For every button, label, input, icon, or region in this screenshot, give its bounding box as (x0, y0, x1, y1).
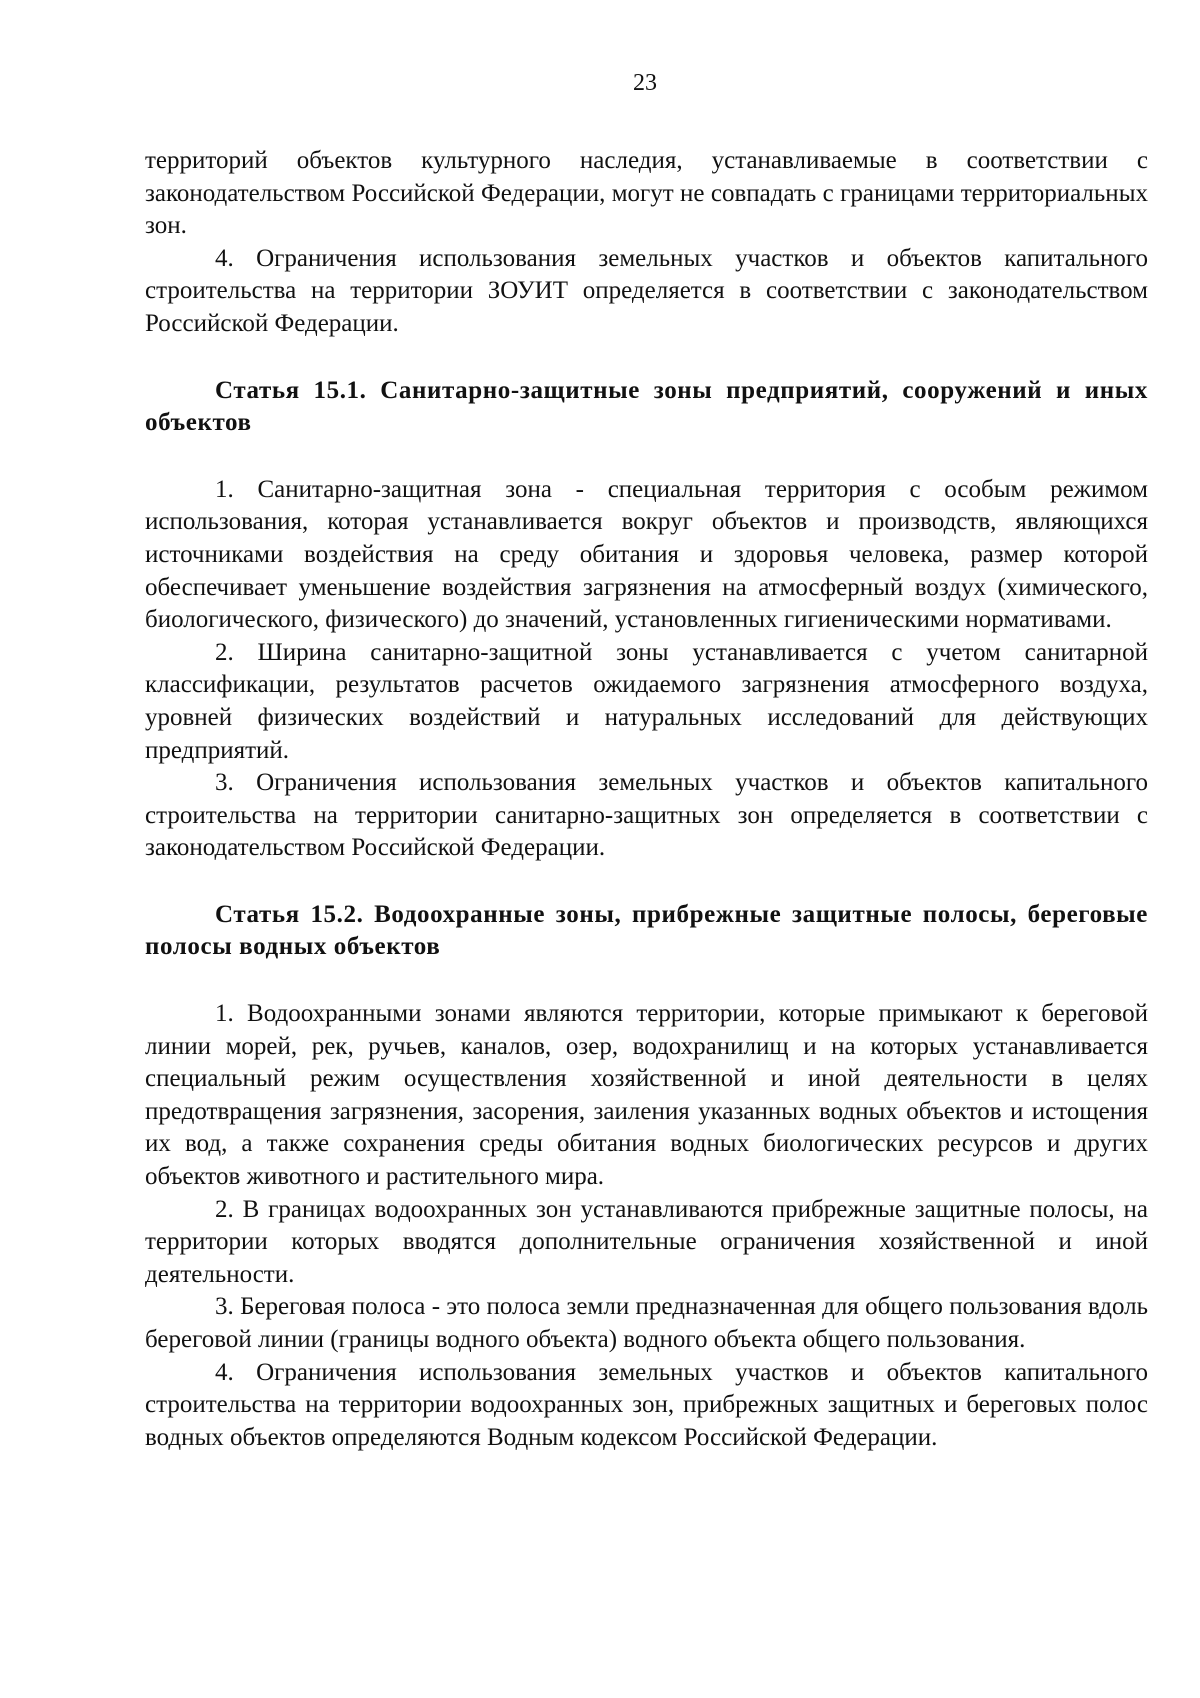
article-15-2-heading: Статья 15.2. Водоохранные зоны, прибрежные защитные полосы, береговые полосы водных объектов (145, 900, 1148, 961)
article-15-2-item-2: 2. В границах водоохранных зон устанавливаются прибрежные защитные полосы, на территории которых вводятся дополнительные ограничения хозяйственной и иной деятельности. (145, 1195, 1148, 1288)
article-15-1-item-3: 3. Ограничения использования земельных участков и объектов капитального строительства на территории санитарно-защитных зон определяется в соответствии с законодательством Российской Федерации. (145, 769, 1148, 862)
document-body (145, 145, 1148, 1454)
article-15-1-item-2: 2. Ширина санитарно-защитной зоны устанавливается с учетом санитарной классификации, результатов расчетов ожидаемого загрязнения атмосферного воздуха, уровней физических воздействий и натуральных исследований для действующих предприятий. (145, 638, 1148, 764)
article-15-1-item-1: 1. Санитарно-защитная зона - специальная территория с особым режимом использования, которая устанавливается вокруг объектов и производств, являющихся источниками воздействия на среду обитания и здоровья человека, размер которой обеспечивает уменьшение воздействия загрязнения на атмосферный воздух (химического, биологического, физического) до значений, установленных гигиеническими нормативами. (145, 475, 1148, 634)
paragraph-item-4: 4. Ограничения использования земельных участков и объектов капитального строительства на территории ЗОУИТ определяется в соответствии с законодательством Российской Федерации. (145, 244, 1148, 337)
paragraph-continuation: территорий объектов культурного наследия, устанавливаемые в соответствии с законодательством Российской Федерации, могут не совпадать с границами территориальных зон. (145, 147, 1148, 240)
page-number: 23 (633, 70, 657, 96)
article-15-2-item-3: 3. Береговая полоса - это полоса земли предназначенная для общего пользования вдоль береговой линии (границы водного объекта) водного объекта общего пользования. (145, 1293, 1148, 1353)
article-15-1-heading: Статья 15.1. Санитарно-защитные зоны предприятий, сооружений и иных объектов (145, 376, 1148, 437)
article-15-2-item-1: 1. Водоохранными зонами являются территории, которые примыкают к береговой линии морей, рек, ручьев, каналов, озер, водохранилищ и на которых устанавливается специальный режим осуществления хозяйственной и иной деятельности в целях предотвращения загрязнения, засорения, заиления указанных водных объектов и истощения их вод, а также сохранения среды обитания водных биологических ресурсов и других объектов животного и растительного мира. (145, 1000, 1148, 1191)
article-15-2-item-4: 4. Ограничения использования земельных участков и объектов капитального строительства на территории водоохранных зон, прибрежных защитных и береговых полос водных объектов определяются Водным кодексом Российской Федерации. (145, 1358, 1148, 1451)
